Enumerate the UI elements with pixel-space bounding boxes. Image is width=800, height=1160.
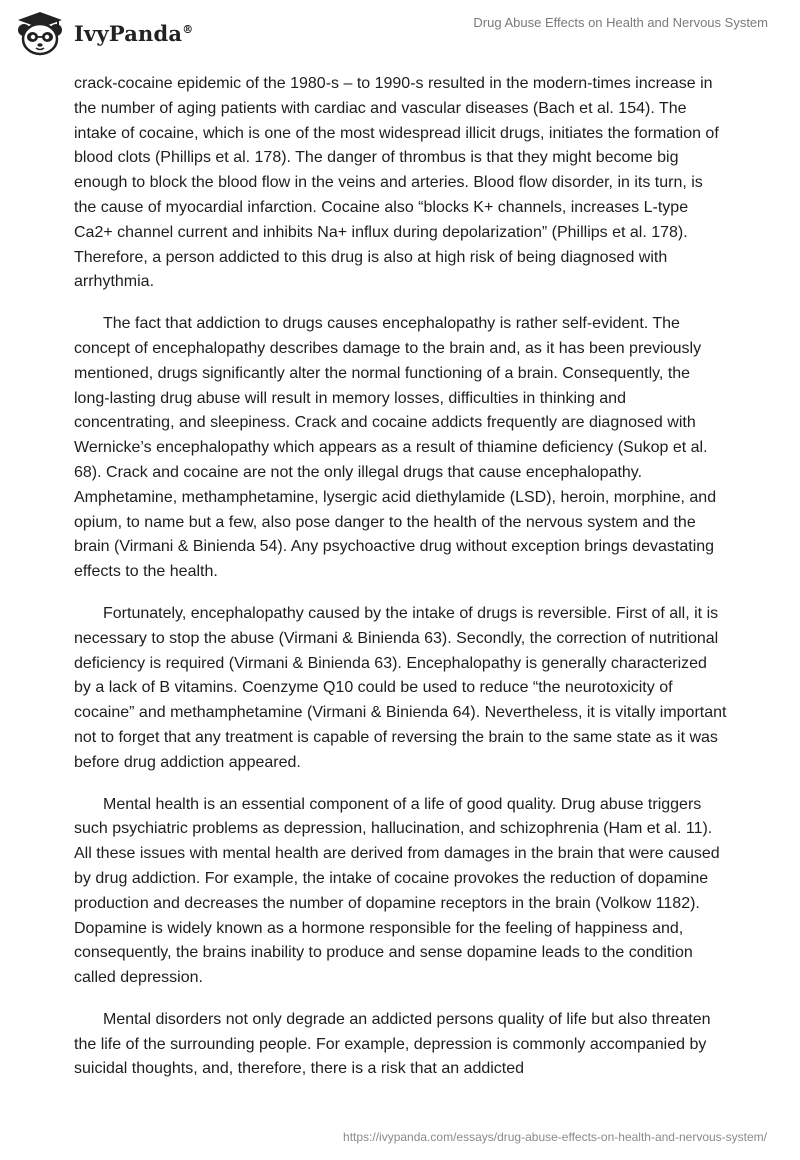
- paragraph: The fact that addiction to drugs causes encephalopathy is rather self-evident. The concept of encephalopathy describes damage to the brain and, as it has been previously mentioned, drugs significantly alter the normal functioning of a brain. Consequently, the long-lasting drug abuse will result in memory losses, difficulties in thinking and concentrating, and sleepiness. Crack and cocaine addicts frequently are diagnosed with Wernicke’s encephalopathy which appears as a result of thiamine deficiency (Sukop et al. 68). Crack and cocaine are not the only illegal drugs that cause encephalopathy. Amphetamine, methamphetamine, lysergic acid diethylamide (LSD), heroin, morphine, and opium, to name but a few, also pose danger to the health of the nervous system and the brain (Virmani & Binienda 54). Any psychoactive drug without exception brings devastating effects to the health.: [74, 315, 717, 581]
- panda-graduate-icon: [14, 10, 66, 56]
- brand-name: IvyPanda®: [74, 20, 194, 46]
- page-header: [0, 0, 800, 70]
- essay-body: [74, 72, 728, 1099]
- paragraph: crack-cocaine epidemic of the 1980-s – to 1990-s resulted in the modern-times increase in the number of aging patients with cardiac and vascular diseases (Bach et al. 154). The intake of cocaine, which is one of the most widespread illicit drugs, initiates the formation of blood clots (Phillips et al. 178). The danger of thrombus is that they might become big enough to block the blood flow in the veins and arteries. Blood flow disorder, in its turn, is the cause of myocardial infarction. Cocaine also “blocks K+ channels, increases L-type Ca2+ channel current and inhibits Na+ influx during depolarization” (Phillips et al. 178). Therefore, a person addicted to this drug is also at high risk of being diagnosed with arrhythmia.: [74, 75, 719, 291]
- source-url[interactable]: https://ivypanda.com/essays/drug-abuse-effects-on-health-and-nervous-system/: [343, 1130, 767, 1144]
- paragraph: Fortunately, encephalopathy caused by the intake of drugs is reversible. First of all, it is necessary to stop the abuse (Virmani & Binienda 63). Secondly, the correction of nutritional deficiency is required (Virmani & Binienda 63). Encephalopathy is generally characterized by a lack of B vitamins. Coenzyme Q10 could be used to reduce “the neurotoxicity of cocaine” and methamphetamine (Virmani & Binienda 64). Nevertheless, it is vitally important not to forget that any treatment is capable of reversing the brain to the same state as it was before drug addiction appeared.: [74, 604, 727, 771]
- paragraph: Mental health is an essential component of a life of good quality. Drug abuse triggers such psychiatric problems as depression, hallucination, and schizophrenia (Ham et al. 11). All these issues with mental health are derived from damages in the brain that were caused by drug addiction. For example, the intake of cocaine provokes the reduction of dopamine production and decreases the number of dopamine receptors in the brain (Volkow 1182). Dopamine is widely known as a hormone responsible for the feeling of happiness and, consequently, the brains inability to produce and sense dopamine leads to the condition called depression.: [74, 795, 720, 987]
- brand-logo[interactable]: [14, 10, 193, 56]
- paragraph: Mental disorders not only degrade an addicted persons quality of life but also threaten the life of the surrounding people. For example, depression is commonly accompanied by suicidal thoughts, and, therefore, there is a risk that an addicted: [74, 1010, 711, 1078]
- document-title: Drug Abuse Effects on Health and Nervous System: [473, 15, 768, 30]
